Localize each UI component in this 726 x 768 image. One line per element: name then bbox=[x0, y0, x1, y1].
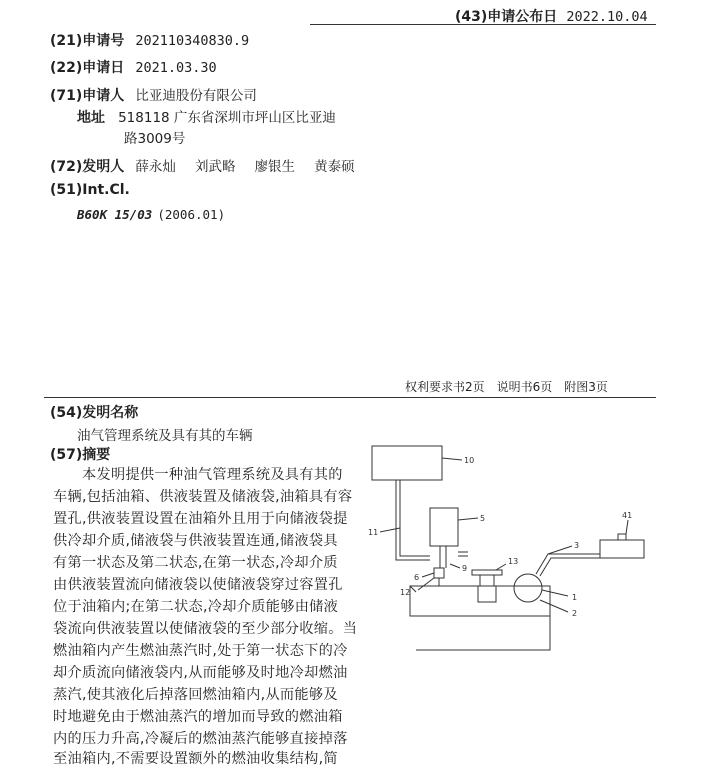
abstract-line: 置孔,供液装置设置在油箱外且用于向储液袋提 bbox=[53, 511, 348, 527]
pipe-11 bbox=[396, 480, 430, 560]
applicant-label: (71)申请人 bbox=[50, 88, 125, 104]
inventor-name: 薛永灿 bbox=[135, 159, 176, 175]
application-date-value: 2021.03.30 bbox=[135, 60, 217, 76]
fuel-tank bbox=[410, 586, 550, 616]
figure-label-2: 2 bbox=[572, 609, 578, 618]
component-13-top bbox=[472, 570, 502, 575]
abstract-line: 蒸汽,使其液化后掉落回燃油箱内,从而能够及 bbox=[53, 687, 338, 703]
abstract-line: 燃油箱内产生燃油蒸汽时,处于第一状态下的冷 bbox=[53, 643, 348, 659]
address-label: 地址 bbox=[77, 110, 105, 126]
abstract-line: 却介质流向储液袋内,从而能够及时地冷却燃油 bbox=[53, 665, 348, 681]
figure-label-1: 1 bbox=[572, 593, 578, 602]
middle-rule bbox=[44, 397, 656, 398]
component-6-block bbox=[434, 568, 444, 578]
abstract-line: 有第一状态及第二状态,在第一状态,冷却介质 bbox=[53, 555, 338, 571]
inventor-name: 廖银生 bbox=[254, 159, 296, 175]
abstract-line: 由供液装置流向储液袋以使储液袋穿过容置孔 bbox=[53, 577, 343, 593]
inventor-name: 刘武略 bbox=[194, 159, 236, 175]
figure-label-6: 6 bbox=[414, 573, 420, 582]
inventor-name: 黄泰硕 bbox=[314, 159, 355, 175]
address-line-1: 518118 广东省深圳市坪山区比亚迪 bbox=[118, 110, 336, 126]
abstract-label: (57)摘要 bbox=[50, 447, 111, 463]
abstract-drawing bbox=[360, 440, 660, 660]
address-line-2: 路3009号 bbox=[124, 131, 186, 147]
int-cl-year: (2006.01) bbox=[157, 207, 226, 222]
component-41-box bbox=[600, 540, 644, 558]
figure-label-5: 5 bbox=[480, 514, 486, 523]
component-1-pump bbox=[514, 574, 542, 602]
applicant-value: 比亚迪股份有限公司 bbox=[135, 88, 257, 104]
address bbox=[77, 106, 336, 127]
pages-note: 权利要求书2页 说明书6页 附图3页 bbox=[405, 380, 608, 394]
application-date-label: (22)申请日 bbox=[50, 60, 125, 76]
publication-date bbox=[455, 6, 648, 26]
abstract-line: 袋流向供液装置以使储液袋的至少部分收缩。当 bbox=[53, 621, 358, 637]
component-5-box bbox=[430, 508, 458, 546]
application-number-label: (21)申请号 bbox=[50, 33, 125, 49]
figure-label-3: 3 bbox=[574, 541, 580, 550]
invention-title-label: (54)发明名称 bbox=[50, 405, 139, 421]
inventor-label: (72)发明人 bbox=[50, 159, 125, 175]
figure-label-11: 11 bbox=[368, 528, 379, 537]
int-cl-classification bbox=[77, 204, 225, 223]
abstract-line: 至油箱内,不需要设置额外的燃油收集结构,简 bbox=[53, 751, 338, 767]
abstract-line: 时地避免由于燃油蒸汽的增加而导致的燃油箱 bbox=[53, 709, 343, 725]
abstract-line: 位于油箱内;在第二状态,冷却介质能够由储液 bbox=[53, 599, 339, 615]
figure-label-9: 9 bbox=[462, 564, 468, 573]
inventors bbox=[50, 155, 355, 176]
invention-title: 油气管理系统及具有其的车辆 bbox=[77, 428, 253, 444]
abstract-line: 供冷却介质,储液袋与供液装置连通,储液袋具 bbox=[53, 533, 338, 549]
application-date bbox=[50, 57, 217, 77]
figure-label-12: 12 bbox=[400, 588, 411, 597]
figure-label-41: 41 bbox=[622, 511, 633, 520]
publication-date-label: (43)申请公布日 bbox=[455, 9, 558, 25]
publication-date-value: 2022.10.04 bbox=[566, 9, 648, 25]
abstract-line: 内的压力升高,冷凝后的燃油蒸汽能够直接掉落 bbox=[53, 731, 348, 747]
component-10-box bbox=[372, 446, 442, 480]
applicant bbox=[50, 84, 257, 105]
figure-label-10: 10 bbox=[464, 456, 475, 465]
int-cl-code: B60K 15/03 bbox=[77, 207, 153, 222]
abstract-line: 车辆,包括油箱、供液装置及储液袋,油箱具有容 bbox=[53, 489, 353, 505]
pipe-3 bbox=[536, 554, 600, 574]
int-cl-label: (51)Int.Cl. bbox=[50, 182, 130, 198]
application-number bbox=[50, 30, 249, 50]
figure-label-13: 13 bbox=[508, 557, 519, 566]
application-number-value: 202110340830.9 bbox=[135, 33, 250, 49]
abstract-line: 本发明提供一种油气管理系统及具有其的 bbox=[53, 467, 343, 483]
